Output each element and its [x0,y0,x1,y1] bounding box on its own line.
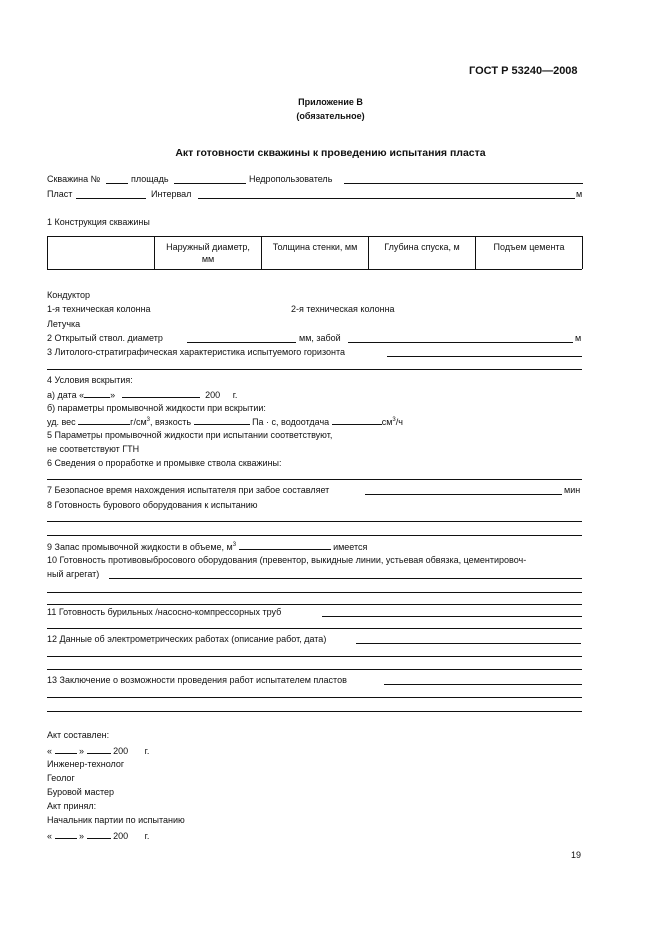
document-title: Акт готовности скважины к проведению испытания пласта [175,147,486,159]
item4c-params [47,416,403,428]
item13-line-2 [47,697,582,698]
row-tech-column-2: 2-я техническая колонна [291,304,395,314]
layer-label: Пласт [47,189,73,199]
area-label: площадь [131,174,169,184]
item12-line-3 [47,669,582,670]
drill-master-label: Буровой мастер [47,787,115,797]
item8-label: 8 Готовность бурового оборудования к испытанию [47,500,258,510]
item2-bottom-line [348,342,573,343]
accepted-year: 200 [113,831,129,841]
item10-line [109,578,582,579]
item9-exp: 3 [232,542,237,548]
interval-unit: м [576,189,583,199]
item9-line [47,541,367,553]
item4c-unit-h: /ч [395,417,403,427]
accepted-date [47,830,149,842]
item4c-spec-weight: уд. вес [47,417,76,427]
appendix-subtitle: (обязательное) [296,111,365,121]
item11-label: 11 Готовность бурильных /насосно-компрессорных труб [47,607,282,617]
item6-label: 6 Сведения о проработке и промывке ствола скважины: [47,458,282,468]
well-number-label: Скважина № [47,174,101,184]
compiled-year: 200 [113,746,129,756]
item9-available: имеется [333,542,368,552]
item4a-close: » [110,390,116,400]
item4b-label: б) параметры промывочной жидкости при вскрытии: [47,403,266,413]
col-wall-thickness: Толщина стенки, мм [272,242,358,252]
party-chief-label: Начальник партии по испытанию [47,815,185,825]
section1-title: 1 Конструкция скважины [47,217,150,227]
item12-line [356,643,581,644]
item10-line-3 [47,604,582,605]
page-number: 19 [571,850,582,860]
item12-label: 12 Данные об электрометрических работах (описание работ, дата) [47,634,327,644]
item12-line-2 [47,656,582,657]
item4c-unit-cm: см [381,417,393,427]
item10-line-2 [47,592,582,593]
item4a-date [47,389,237,401]
item11-line-2 [47,628,582,629]
item4c-viscosity: , вязкость [149,417,192,427]
geologist-label: Геолог [47,773,75,783]
item2-bottom-label: мм, забой [299,333,341,343]
appendix-title: Приложение В [298,97,363,107]
interval-label: Интервал [151,189,192,199]
layer-line [76,198,146,199]
item4c-exp2: 3 [392,417,396,423]
item7-label: 7 Безопасное время нахождения испытателя при забое составляет [47,485,330,495]
compiled-g: г. [144,746,150,756]
item5-line1: 5 Параметры промывочной жидкости при испытании соответствуют, [47,430,333,440]
item7-line [365,494,562,495]
subsoil-user-label: Недропользователь [249,174,333,184]
item3-line [387,356,582,357]
item2-unit: м [575,333,582,343]
item4c-water-loss: Па · с, водоотдача [252,417,330,427]
item3-line-2 [47,369,582,370]
standard-number: ГОСТ Р 53240—2008 [469,65,578,77]
item2-label: 2 Открытый ствол. диаметр [47,333,163,343]
item9-label: 9 Запас промывочной жидкости в объеме, м [47,542,233,552]
accepted-g: г. [144,831,150,841]
compiled-date [47,745,149,757]
item13-line [384,684,582,685]
col-outer-diameter: Наружный диаметр, мм [166,242,250,264]
item4a-year: 200 [205,390,221,400]
interval-line [198,198,575,199]
accepted-date-open: « [47,831,53,841]
item8-line-2 [47,535,582,536]
item3-label: 3 Литолого-стратиграфическая характеристика испытуемого горизонта [47,347,345,357]
item8-line-1 [47,521,582,522]
item4c-exp1: 3 [146,417,150,423]
compiled-date-open: « [47,746,53,756]
act-compiled: Акт составлен: [47,730,110,740]
item4a-g: г. [232,390,238,400]
item5-line2: не соответствуют ГТН [47,444,140,454]
compiled-date-close: » [79,746,85,756]
item6-line [47,479,582,480]
well-number-line [106,183,128,184]
item10-line2: ный агрегат) [47,569,100,579]
item13-label: 13 Заключение о возможности проведения работ испытателем пластов [47,675,347,685]
item2-diameter-line [187,342,296,343]
row-liner: Летучка [47,319,81,329]
item7-unit: мин [564,485,581,495]
item4-label: 4 Условия вскрытия: [47,375,133,385]
item11-line [322,616,582,617]
row-tech-column-1: 1-я техническая колонна [47,304,151,314]
item10-line1: 10 Готовность противовыбросового оборудования (превентор, выкидные линии, устьевая обвязка, цементировоч- [47,555,527,565]
item4a-open: а) дата « [47,390,85,400]
act-accepted: Акт принял: [47,801,97,811]
col-cement-rise: Подъем цемента [493,242,565,252]
item13-line-3 [47,711,582,712]
item4c-unit-gcm: г/см [130,417,147,427]
area-line [174,183,246,184]
col-run-depth: Глубина спуска, м [384,242,460,252]
accepted-date-close: » [79,831,85,841]
engineer-label: Инженер-технолог [47,759,125,769]
subsoil-user-line [344,183,583,184]
row-conductor: Кондуктор [47,290,91,300]
